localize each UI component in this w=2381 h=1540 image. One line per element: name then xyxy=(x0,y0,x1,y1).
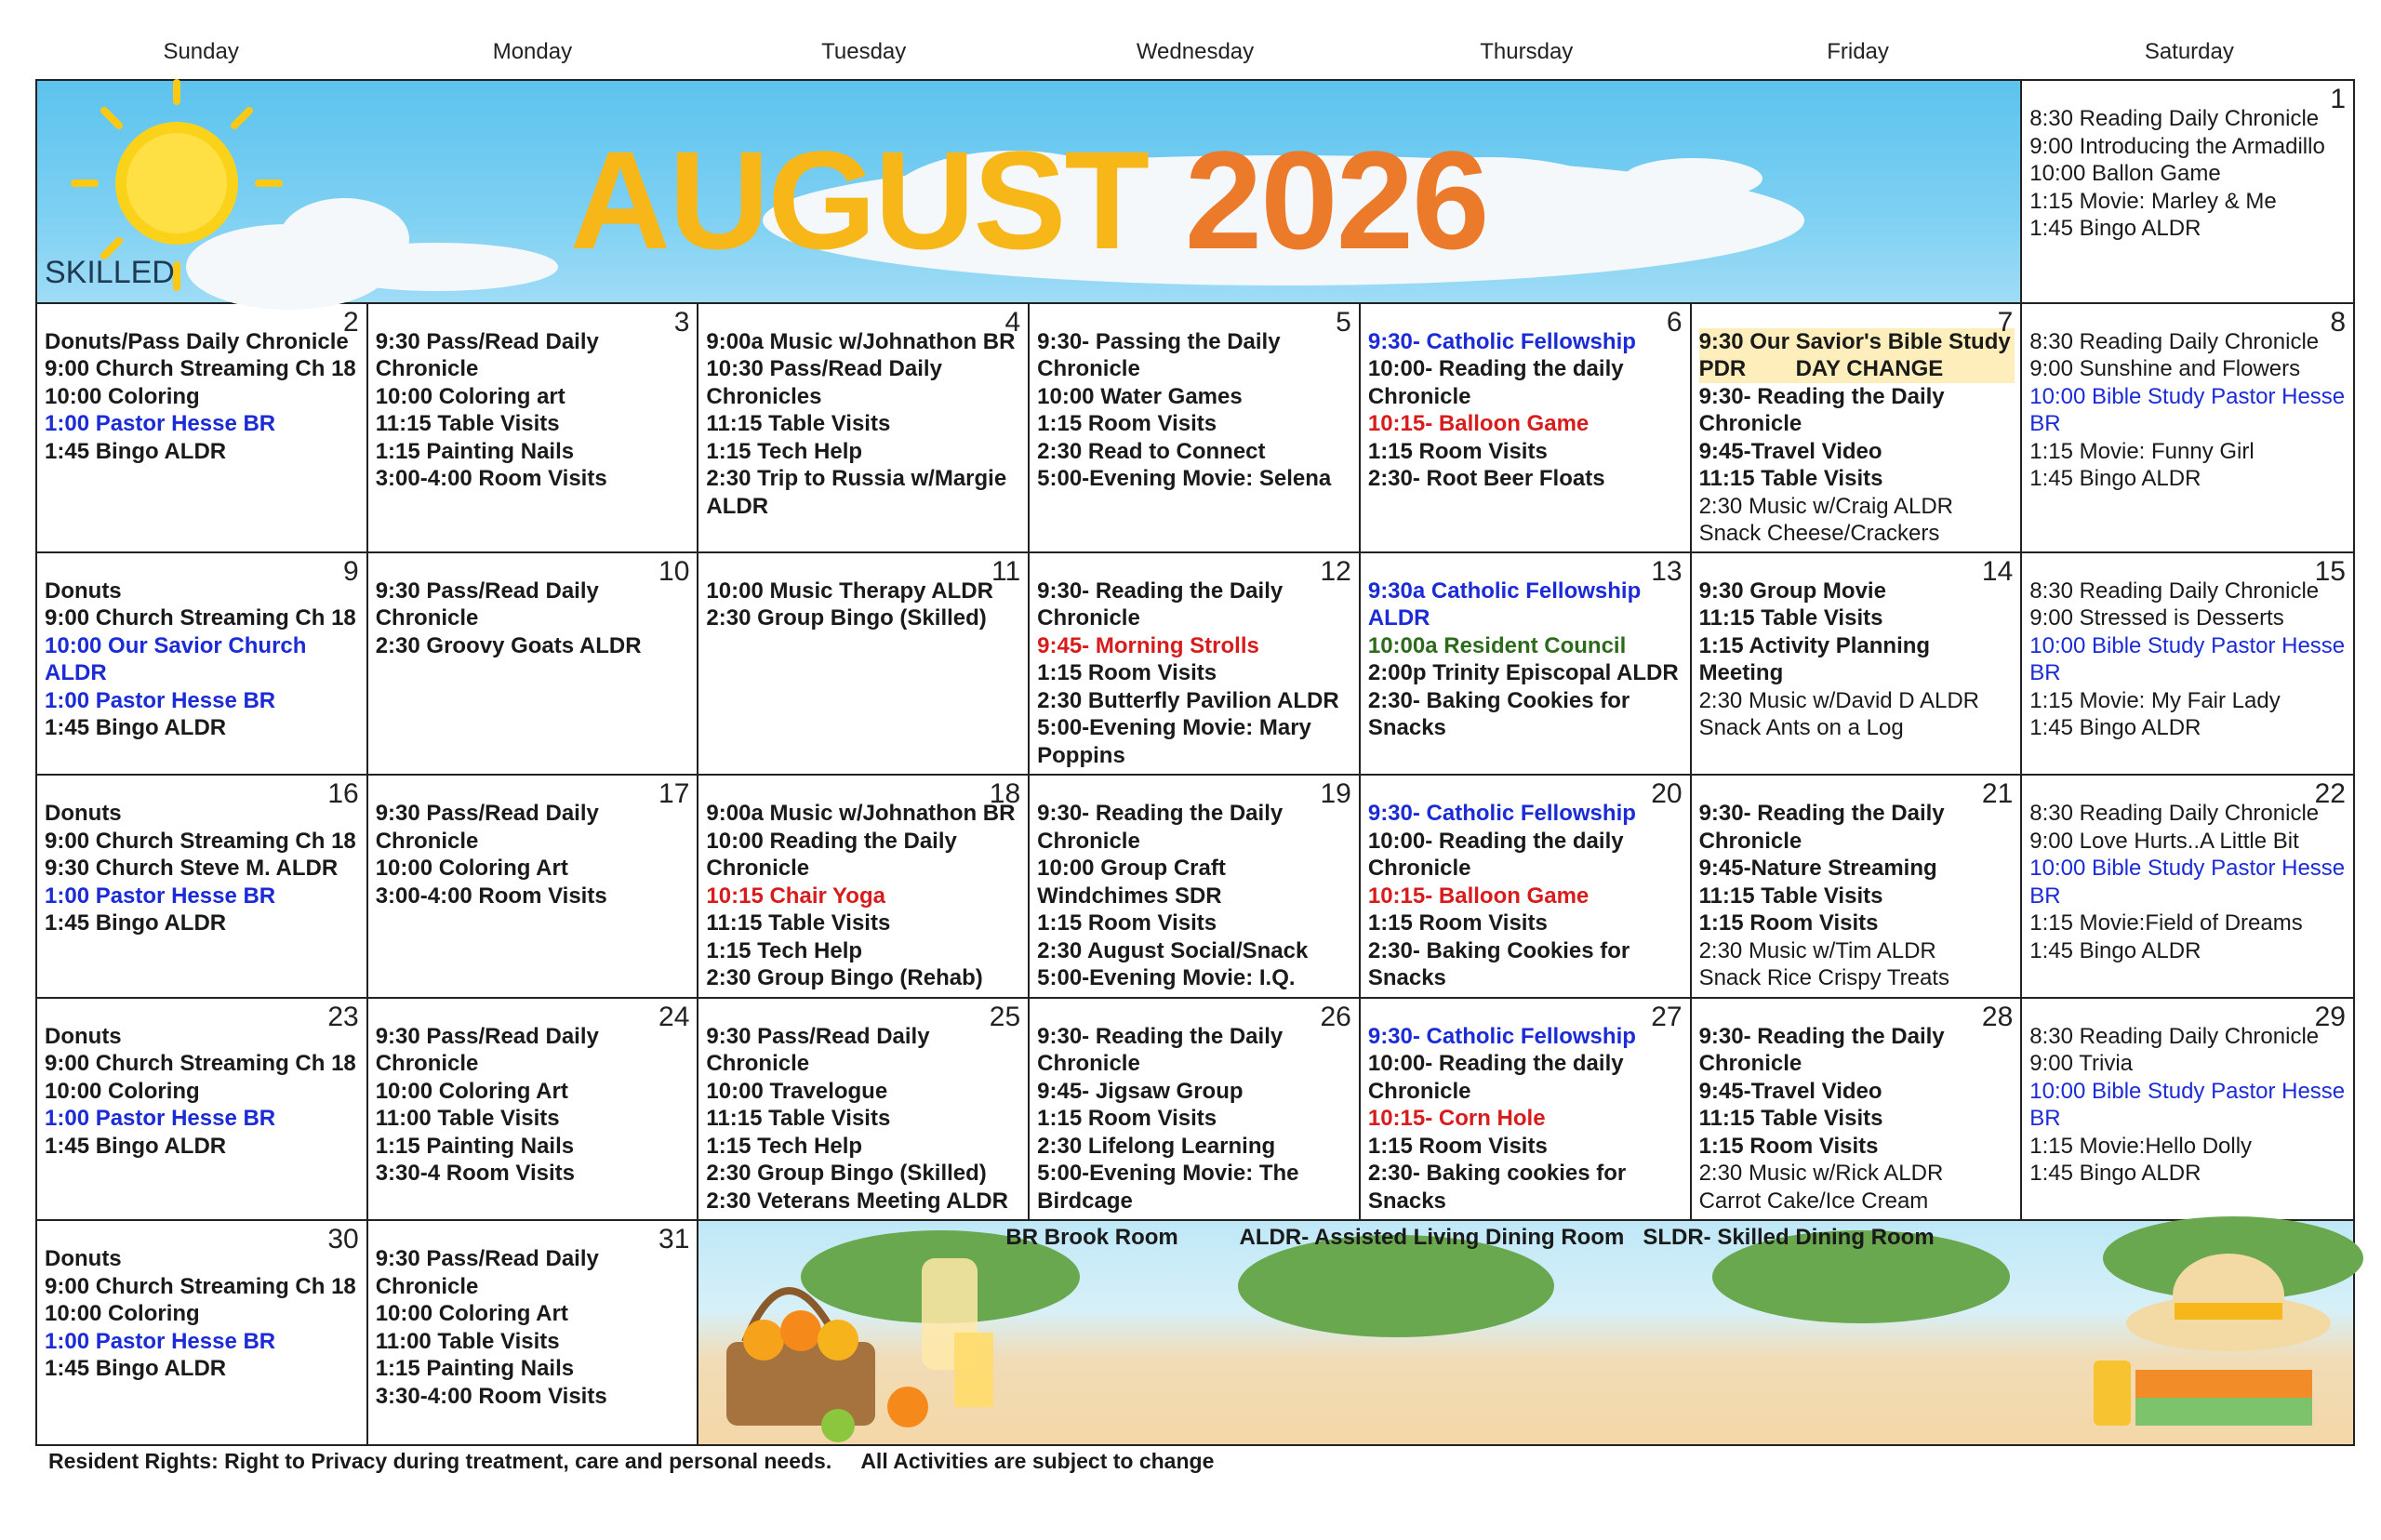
activity-item: 1:15 Activity Planning Meeting xyxy=(1698,632,1936,686)
day-cell-3 xyxy=(368,304,699,553)
day-cell-11 xyxy=(698,553,1030,777)
activity-item: 1:15 Movie: My Fair Lady xyxy=(2029,687,2281,713)
activity-item: 9:00 Church Streaming Ch 18 xyxy=(45,1051,356,1077)
year: 2026 xyxy=(1184,122,1488,278)
day-cell-18 xyxy=(698,776,1030,999)
activity-item: 1:15 Room Visits xyxy=(1698,910,1879,936)
activity-item: 9:45-Travel Video xyxy=(1698,1078,1882,1104)
activity-item: 1:45 Bingo ALDR xyxy=(2029,715,2201,741)
day-number: 6 xyxy=(1666,306,1683,338)
activity-item: 2:30- Baking Cookies for Snacks xyxy=(1367,937,1636,991)
activity-item: Donuts xyxy=(45,1023,122,1049)
activity-item: 9:45- Jigsaw Group xyxy=(1037,1078,1244,1104)
activity-item: 2:30 Music w/Craig ALDR xyxy=(1698,493,1953,519)
activity-item: 10:00- Reading the daily Chronicle xyxy=(1367,356,1630,409)
day-cell-28 xyxy=(1692,999,2023,1222)
activity-item: 9:30 Church Steve M. ALDR xyxy=(45,856,339,882)
day-cell-22 xyxy=(2022,776,2353,999)
activity-item: 9:45-Nature Streaming xyxy=(1698,856,1937,882)
activity-item: 11:15 Table Visits xyxy=(375,411,560,437)
day-cell-31 xyxy=(368,1221,699,1444)
day-cell-30 xyxy=(37,1221,368,1444)
activity-item: 10:00 Coloring xyxy=(45,1301,200,1327)
activity-item: 9:30 Pass/Read Daily Chronicle xyxy=(375,328,605,382)
activity-item: 1:15 Room Visits xyxy=(1367,910,1548,936)
activity-item: 5:00-Evening Movie: Selena xyxy=(1037,466,1332,492)
weekday-saturday: Saturday xyxy=(2144,39,2234,64)
activity-item: 11:00 Table Visits xyxy=(375,1106,560,1132)
activity-item: 9:30 Pass/Read Daily Chronicle xyxy=(706,1023,937,1077)
day-cell-5 xyxy=(1030,304,1361,553)
day-number: 17 xyxy=(658,778,690,810)
day-cell-24 xyxy=(368,999,699,1222)
month-banner xyxy=(37,81,2022,304)
activity-item: 10:00 Travelogue xyxy=(706,1078,888,1104)
day-cell-9 xyxy=(37,553,368,777)
day-cell-1 xyxy=(2022,81,2353,304)
activity-item: 10:00a Resident Council xyxy=(1367,632,1627,658)
activity-item: 1:45 Bingo ALDR xyxy=(45,910,227,936)
activity-item: 10:00 Bible Study Pastor Hesse BR xyxy=(2029,632,2351,686)
activity-item: 9:00 Church Streaming Ch 18 xyxy=(45,356,356,382)
activity-item: 8:30 Reading Daily Chronicle xyxy=(2029,801,2320,827)
activity-item: 9:30a Catholic Fellowship ALDR xyxy=(1367,578,1647,631)
day-number: 31 xyxy=(658,1224,690,1255)
activity-item: 2:30 Group Bingo (Skilled) xyxy=(706,605,987,631)
activity-item: 3:00-4:00 Room Visits xyxy=(375,466,607,492)
activity-item: 3:30-4:00 Room Visits xyxy=(375,1383,607,1409)
activity-item: 11:15 Table Visits xyxy=(1698,605,1883,631)
day-cell-19 xyxy=(1030,776,1361,999)
legend-banner xyxy=(698,1221,2353,1444)
day-cell-23 xyxy=(37,999,368,1222)
activity-item: 10:15 Chair Yoga xyxy=(706,883,885,909)
month-name: AUGUST xyxy=(569,122,1149,278)
activity-item: 10:00 Our Savior Church ALDR xyxy=(45,632,313,686)
activity-item: 2:30- Root Beer Floats xyxy=(1367,466,1605,492)
activity-item: 2:30 Music w/David D ALDR xyxy=(1698,687,1980,713)
day-number: 29 xyxy=(2314,1001,2346,1032)
weekday-monday: Monday xyxy=(492,39,573,64)
activity-item: 1:00 Pastor Hesse BR xyxy=(45,1106,276,1132)
weekday-sunday: Sunday xyxy=(163,39,239,64)
activity-item: Donuts xyxy=(45,578,122,604)
activity-item: 9:00 Introducing the Armadillo xyxy=(2029,133,2325,159)
activity-item: 11:15 Table Visits xyxy=(1698,883,1883,909)
activity-item: 10:00 Water Games xyxy=(1037,383,1243,409)
activity-item: 9:30- Reading the Daily Chronicle xyxy=(1037,578,1289,631)
activity-item: 1:15 Room Visits xyxy=(1037,411,1217,437)
activity-item: 1:45 Bingo ALDR xyxy=(2029,1161,2201,1187)
activity-item: 10:00 Coloring xyxy=(45,383,200,409)
day-number: 5 xyxy=(1336,306,1351,338)
day-cell-27 xyxy=(1361,999,1692,1222)
activity-item: 1:00 Pastor Hesse BR xyxy=(45,1328,276,1354)
activity-item: 10:00 Music Therapy ALDR xyxy=(706,578,993,604)
activity-item: 9:30- Reading the Daily Chronicle xyxy=(1037,1023,1289,1077)
activity-item: 9:00 Sunshine and Flowers xyxy=(2029,356,2301,382)
activity-item: 10:00 Group Craft Windchimes SDR xyxy=(1037,856,1232,909)
activity-item: 9:30- Catholic Fellowship xyxy=(1367,801,1636,827)
activity-item: 1:15 Painting Nails xyxy=(375,1133,575,1159)
day-number: 22 xyxy=(2314,778,2346,810)
activity-item: 10:30 Pass/Read Daily Chronicles xyxy=(706,356,949,409)
unit-label: SKILLED xyxy=(45,254,175,290)
activity-item: 9:30 Group Movie xyxy=(1698,578,1886,604)
day-cell-8 xyxy=(2022,304,2353,553)
day-cell-13 xyxy=(1361,553,1692,777)
day-number: 10 xyxy=(658,555,690,587)
activity-item: 10:15- Balloon Game xyxy=(1367,883,1590,909)
activity-item: 1:45 Bingo ALDR xyxy=(45,1356,227,1382)
activity-item: 10:00 Coloring Art xyxy=(375,1078,568,1104)
day-number: 26 xyxy=(1320,1001,1351,1032)
day-number: 30 xyxy=(327,1224,359,1255)
day-number: 18 xyxy=(989,778,1021,810)
activity-item: 2:30- Baking cookies for Snacks xyxy=(1367,1161,1632,1214)
activity-item: 1:15 Room Visits xyxy=(1367,1133,1548,1159)
activity-item: 10:00 Ballon Game xyxy=(2029,161,2221,186)
day-cell-29 xyxy=(2022,999,2353,1222)
day-cell-26 xyxy=(1030,999,1361,1222)
activity-item: 10:00 Bible Study Pastor Hesse BR xyxy=(2029,383,2351,437)
activity-item: 1:15 Painting Nails xyxy=(375,438,575,464)
activity-item: 1:45 Bingo ALDR xyxy=(2029,216,2201,241)
activity-item: 1:45 Bingo ALDR xyxy=(2029,466,2201,492)
calendar-grid xyxy=(35,79,2355,1446)
activity-item: 9:00a Music w/Johnathon BR xyxy=(706,801,1016,827)
activity-item: 1:00 Pastor Hesse BR xyxy=(45,883,276,909)
activity-item: 1:15 Movie: Funny Girl xyxy=(2029,438,2255,464)
activity-item: 8:30 Reading Daily Chronicle xyxy=(2029,106,2320,131)
activity-item: Donuts xyxy=(45,801,122,827)
day-number: 28 xyxy=(1981,1001,2014,1032)
activity-item: 9:45-Travel Video xyxy=(1698,438,1882,464)
month-title xyxy=(37,122,2020,278)
activity-item: 11:15 Table Visits xyxy=(1698,1106,1883,1132)
day-number: 11 xyxy=(991,555,1021,587)
activity-item: 1:45 Bingo ALDR xyxy=(45,1133,227,1159)
activity-item: 9:00 Love Hurts..A Little Bit xyxy=(2029,828,2299,854)
day-cell-7 xyxy=(1692,304,2023,553)
activity-item: 9:00 Trivia xyxy=(2029,1051,2133,1077)
activity-item: 8:30 Reading Daily Chronicle xyxy=(2029,1023,2320,1049)
activity-item: 1:15 Painting Nails xyxy=(375,1356,575,1382)
day-number: 24 xyxy=(658,1001,690,1032)
day-number: 16 xyxy=(327,778,359,810)
activity-item: Carrot Cake/Ice Cream xyxy=(1698,1188,1929,1214)
activity-item: 1:15 Room Visits xyxy=(1037,910,1217,936)
activity-item: 2:30- Baking Cookies for Snacks xyxy=(1367,687,1636,741)
activity-item: 1:45 Bingo ALDR xyxy=(45,715,227,741)
activity-item: 9:30 Our Savior's Bible Study xyxy=(1699,328,2015,356)
day-cell-10 xyxy=(368,553,699,777)
activity-item: 11:15 Table Visits xyxy=(706,1106,891,1132)
weekday-thursday: Thursday xyxy=(1480,39,1574,64)
day-number: 21 xyxy=(1981,778,2014,810)
activity-item: 2:30 Read to Connect xyxy=(1037,438,1266,464)
activity-item: 9:30 Pass/Read Daily Chronicle xyxy=(375,1023,605,1077)
activity-item: 1:15 Movie:Field of Dreams xyxy=(2029,910,2303,936)
room-legend: BR Brook Room ALDR- Assisted Living Dining Room SLDR- Skilled Dining Room xyxy=(1005,1225,1935,1251)
activity-item: 9:30- Catholic Fellowship xyxy=(1367,328,1636,354)
activity-item: 9:30 Pass/Read Daily Chronicle xyxy=(375,801,605,854)
activity-item: 9:30- Passing the Daily Chronicle xyxy=(1037,328,1287,382)
activity-item: 11:15 Table Visits xyxy=(706,411,891,437)
activity-item: 3:00-4:00 Room Visits xyxy=(375,883,607,909)
activity-item: 1:15 Movie:Hello Dolly xyxy=(2029,1133,2253,1159)
activity-item: 2:30 Veterans Meeting ALDR xyxy=(706,1188,1008,1214)
day-cell-6 xyxy=(1361,304,1692,553)
day-cell-20 xyxy=(1361,776,1692,999)
activity-item: 1:45 Bingo ALDR xyxy=(45,438,227,464)
day-number: 20 xyxy=(1651,778,1683,810)
activity-item: 9:00a Music w/Johnathon BR xyxy=(706,328,1016,354)
activity-item: 10:00 Reading the Daily Chronicle xyxy=(706,828,964,882)
activity-item: 2:30 Groovy Goats ALDR xyxy=(375,632,642,658)
summer-scene xyxy=(698,1221,2354,1448)
day-number: 13 xyxy=(1651,555,1683,587)
activity-item: 9:30- Reading the Daily Chronicle xyxy=(1037,801,1289,854)
day-number: 12 xyxy=(1320,555,1351,587)
day-number: 25 xyxy=(989,1001,1021,1032)
activity-item: 1:15 Tech Help xyxy=(706,1133,863,1159)
activity-item: 10:15- Corn Hole xyxy=(1367,1106,1546,1132)
activity-item: PDR DAY CHANGE xyxy=(1699,355,2015,383)
activity-item: 2:30 Group Bingo (Rehab) xyxy=(706,965,983,991)
activity-item: 2:30 Music w/Tim ALDR xyxy=(1698,937,1936,963)
activity-item: 2:00p Trinity Episcopal ALDR xyxy=(1367,660,1679,686)
activity-item: 10:00 Coloring Art xyxy=(375,856,568,882)
activity-item: 10:00 Bible Study Pastor Hesse BR xyxy=(2029,1078,2351,1132)
activity-item: 1:45 Bingo ALDR xyxy=(2029,937,2201,963)
day-cell-17 xyxy=(368,776,699,999)
activity-item: 9:30- Reading the Daily Chronicle xyxy=(1698,1023,1951,1077)
activity-item: 9:30- Reading the Daily Chronicle xyxy=(1698,383,1951,437)
day-number: 7 xyxy=(1997,306,2014,338)
activity-item: 1:00 Pastor Hesse BR xyxy=(45,687,276,713)
day-number: 8 xyxy=(2330,306,2346,338)
activity-item: 9:00 Church Streaming Ch 18 xyxy=(45,605,356,631)
day-cell-2 xyxy=(37,304,368,553)
activity-item: 9:30- Catholic Fellowship xyxy=(1367,1023,1636,1049)
activity-item: Snack Rice Crispy Treats xyxy=(1698,965,1949,991)
activity-item: 10:00- Reading the daily Chronicle xyxy=(1367,828,1630,882)
day-number: 15 xyxy=(2314,555,2346,587)
day-cell-25 xyxy=(698,999,1030,1222)
activity-item: 1:15 Room Visits xyxy=(1367,438,1548,464)
activity-item: 11:15 Table Visits xyxy=(1698,466,1883,492)
day-number: 23 xyxy=(327,1001,359,1032)
day-number: 9 xyxy=(343,555,359,587)
activity-item: 1:15 Room Visits xyxy=(1037,660,1217,686)
activity-item: 5:00-Evening Movie: I.Q. xyxy=(1037,965,1296,991)
weekday-header xyxy=(35,33,2355,71)
activity-item: 11:00 Table Visits xyxy=(375,1328,560,1354)
activity-item: Donuts/Pass Daily Chronicle xyxy=(45,328,349,354)
activity-item: 2:30 Trip to Russia w/Margie ALDR xyxy=(706,466,1012,519)
day-number: 19 xyxy=(1320,778,1351,810)
activity-item: 9:30- Reading the Daily Chronicle xyxy=(1698,801,1951,854)
activity-item: 2:30 Group Bingo (Skilled) xyxy=(706,1161,987,1187)
activity-item: 9:30 Pass/Read Daily Chronicle xyxy=(375,1246,605,1299)
activity-item: 2:30 Butterfly Pavilion ALDR xyxy=(1037,687,1339,713)
activity-item: 9:30 Pass/Read Daily Chronicle xyxy=(375,578,605,631)
activity-item: 3:30-4 Room Visits xyxy=(375,1161,576,1187)
day-number: 4 xyxy=(1004,306,1021,338)
activity-item: 10:00 Coloring art xyxy=(375,383,565,409)
activity-item: 10:00 Bible Study Pastor Hesse BR xyxy=(2029,856,2351,909)
activity-item: 10:00 Coloring xyxy=(45,1078,200,1104)
activity-item: 1:15 Movie: Marley & Me xyxy=(2029,188,2277,214)
activity-item: Donuts xyxy=(45,1246,122,1272)
day-cell-4 xyxy=(698,304,1030,553)
activity-item: 9:00 Church Streaming Ch 18 xyxy=(45,828,356,854)
day-cell-15 xyxy=(2022,553,2353,777)
activity-item: Snack Ants on a Log xyxy=(1698,715,1904,741)
weekday-friday: Friday xyxy=(1827,39,1889,64)
day-cell-16 xyxy=(37,776,368,999)
activity-item: 9:45- Morning Strolls xyxy=(1037,632,1259,658)
activity-item: 8:30 Reading Daily Chronicle xyxy=(2029,328,2320,354)
activity-item: 10:15- Balloon Game xyxy=(1367,411,1590,437)
activity-item: 2:30 Music w/Rick ALDR xyxy=(1698,1161,1944,1187)
activity-item: 5:00-Evening Movie: Mary Poppins xyxy=(1037,715,1318,768)
activity-item: 2:30 Lifelong Learning xyxy=(1037,1133,1276,1159)
day-cell-21 xyxy=(1692,776,2023,999)
day-cell-14 xyxy=(1692,553,2023,777)
day-number: 3 xyxy=(673,306,690,338)
activity-item: 1:15 Room Visits xyxy=(1037,1106,1217,1132)
activity-item: 10:00 Coloring Art xyxy=(375,1301,568,1327)
day-number: 14 xyxy=(1981,555,2014,587)
activity-item: 9:00 Stressed is Desserts xyxy=(2029,605,2284,631)
activity-item: 1:15 Tech Help xyxy=(706,937,863,963)
activity-item: 11:15 Table Visits xyxy=(706,910,891,936)
activity-item: 8:30 Reading Daily Chronicle xyxy=(2029,578,2320,604)
day-number: 2 xyxy=(343,306,359,338)
day-number: 1 xyxy=(2330,84,2346,114)
activity-item: 1:15 Tech Help xyxy=(706,438,863,464)
activity-item: 2:30 August Social/Snack xyxy=(1037,937,1309,963)
activity-item: 9:00 Church Streaming Ch 18 xyxy=(45,1273,356,1299)
activity-item: 5:00-Evening Movie: The Birdcage xyxy=(1037,1161,1306,1214)
activity-item: 1:15 Room Visits xyxy=(1698,1133,1879,1159)
weekday-wednesday: Wednesday xyxy=(1136,39,1255,64)
weekday-tuesday: Tuesday xyxy=(821,39,907,64)
activity-item: Snack Cheese/Crackers xyxy=(1698,521,1940,547)
activity-item: 10:00- Reading the daily Chronicle xyxy=(1367,1051,1630,1104)
day-cell-12 xyxy=(1030,553,1361,777)
activity-item: 1:00 Pastor Hesse BR xyxy=(45,411,276,437)
day-number: 27 xyxy=(1651,1001,1683,1032)
footer-note: Resident Rights: Right to Privacy during treatment, care and personal needs. All Activities are subject to change xyxy=(48,1449,1215,1473)
